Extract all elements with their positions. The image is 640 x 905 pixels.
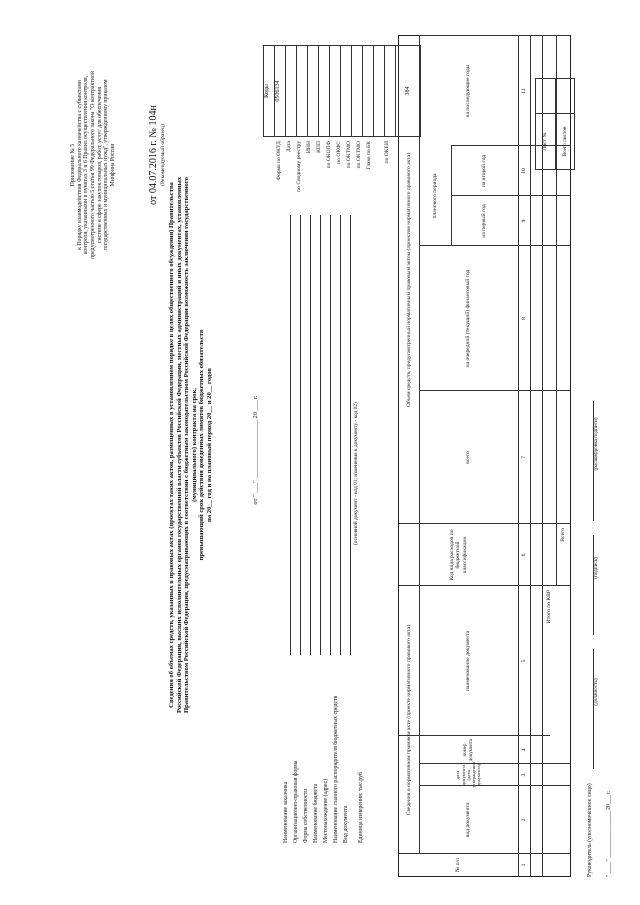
field-customer-name: Наименование заказчика [283,781,289,843]
appendix-line: системе в сфере закупок товаров, работ, услуг для обеспечения [96,86,103,244]
col-number: 7 [520,456,527,459]
code-cell[interactable] [374,46,385,136]
title-line: (муниципального) контракта на срок, [190,388,198,502]
code-label: Дата [286,141,292,153]
col-number: 1 [520,863,527,867]
appendix-line: контроля, указанными в пунктах 3 и 6 Правил осуществления контроля, [83,75,90,255]
order-date: от 04.07.2016 г. № 104н [148,105,159,205]
position-caption: (должность) [593,678,599,706]
code-cell[interactable] [330,46,341,136]
col-number: 6 [520,553,527,557]
doc-type-hint: (основной документ - код 01; изменения к документу - код 02) [353,402,359,545]
appendix-line: к Порядку взаимодействия Федерального казначейства с субъектами [76,80,83,250]
th-next-years: на последующие годы [465,64,472,118]
total-all-label: Всего [559,528,566,542]
appendix-line: предусмотренного частью 5 статьи 99 Федерального закона "О контрактной [89,71,96,259]
code-label: по ОКОПФ [326,141,332,169]
title-line: Российской Федерации, высших исполнительных органов государственной власти субъектов Российской Федерации, местных администраций и иных документах, установленных [175,176,183,714]
field-ownership: Форма собственности [303,788,309,843]
code-label: Глава по БК [366,141,372,170]
field-unit: Единица измерения: тыс.руб [358,772,364,843]
sheets-total-value[interactable] [556,79,575,113]
code-label: по ОКТМО [346,141,352,169]
appendix-line: Минфина России [109,143,116,187]
title-line: превышающий срок действия доведенных лимитов бюджетных обязательств [198,329,206,561]
sheet-box [535,78,575,170]
position-field[interactable] [585,649,594,769]
col-number: 11 [520,88,527,94]
code-label: по ОКЕИ [384,141,390,164]
th-doc-type: вид документа [465,802,472,838]
th-doc-number: номер документа [462,738,474,762]
code-cell[interactable] [341,46,352,136]
form-title [168,75,213,815]
code-cell[interactable] [319,46,330,136]
field-line[interactable] [310,215,311,655]
th-doc-date: дата документа (даты утверждения документа) [455,762,482,788]
col-number: 8 [520,317,527,320]
code-cell[interactable] [308,46,319,136]
approval-block [148,65,166,245]
code-cell[interactable]: 384 [404,86,411,96]
code-cell[interactable]: 0506134 [275,46,286,136]
th-kbk: Код вида расходов по бюджетной классификации [448,529,468,581]
title-line: Сведения об объемах средств, указанных в правовых актах (проектах таких актов, размещенных в установленном порядке в целях общественного обсуждения) Правительства [168,182,175,708]
sheets-total-label: Всего листов [556,113,575,169]
appendix-line: Приложение № 5 [70,143,76,187]
code-cell[interactable] [297,46,308,136]
field-line[interactable] [300,215,301,655]
col-number: 10 [520,168,527,174]
sign-date[interactable]: " ____" ________________ 20___ г. [605,790,612,877]
field-address: Местонахождение (адрес) [323,778,329,843]
field-line[interactable] [320,215,321,655]
sheet-number-label: Лист № [536,113,555,169]
sheet-number-value[interactable] [536,79,555,113]
signature-field[interactable] [585,535,594,635]
field-line[interactable] [350,215,351,655]
code-label: по ОКТМО [356,141,362,169]
report-date[interactable]: от " ___" __________________ 20 ___ г. [252,395,259,505]
signature-block [585,317,613,877]
code-cell[interactable] [352,46,363,136]
appendix-header [70,65,117,265]
code-cell[interactable] [286,46,297,136]
field-line[interactable] [330,215,331,655]
th-plan-period: планового периода [431,173,438,219]
code-label: Форма по ОКУД [276,141,282,181]
decode-caption: (расшифровка подписи) [593,417,599,471]
code-label: по Сводному реестру [296,141,302,192]
col-number: 3 [520,773,527,777]
title-line: Правительством Российской Федерации, предусматривающих в соответствии с бюджетным законодательством Российской Федерации возможность заключения государственного [183,177,191,713]
col-number: 2 [520,818,527,822]
col-number: 9 [520,219,527,223]
th-plan-year1: на первый год [481,204,488,238]
code-label: по ОКФС [336,141,342,164]
th-group-act: Сведения о нормативном правовом акте (проекте нормативного правового акта) [405,624,412,816]
signature-caption: (подпись) [593,557,599,579]
code-label: ИНН [306,141,312,154]
field-legal-form: Организационно-правовая форма [293,760,299,843]
code-cell[interactable] [363,46,374,136]
codes-header: Коды [264,46,275,136]
th-current-year: на очередной (текущий) финансовый год [465,269,472,368]
th-total: всего [465,451,472,464]
appendix-line: государственных и муниципальных нужд", утвержденному приказом [103,79,110,251]
col-number: 4 [520,748,527,752]
field-doc-type: Вид документа [343,805,349,843]
code-cell[interactable] [385,46,396,136]
sign-lead: Руководитель (уполномоченное лицо) [587,783,594,877]
code-label: КПП [316,141,322,153]
recommended-sample: (Рекомендуемый образец) [159,124,166,186]
field-chief-manager: Наименование главного распорядителя бюджетных средств [333,695,339,843]
col-number: 5 [520,659,527,663]
field-line[interactable] [290,215,291,655]
th-plan-year2: на второй год [481,154,488,188]
field-line[interactable] [340,215,341,655]
th-doc-name: наименование документа [465,630,472,692]
total-kbk-label: Итого по КВР [545,590,552,624]
field-budget-name: Наименование бюджета [313,783,319,843]
th-num: № п/п [455,857,462,873]
title-line: на 20__ год и на плановый период 20__ и 20__ годов [205,368,213,522]
th-group-volume: Объем средств, предусмотренный нормативным правовым актом (проектом нормативного правового акта) [405,152,412,408]
